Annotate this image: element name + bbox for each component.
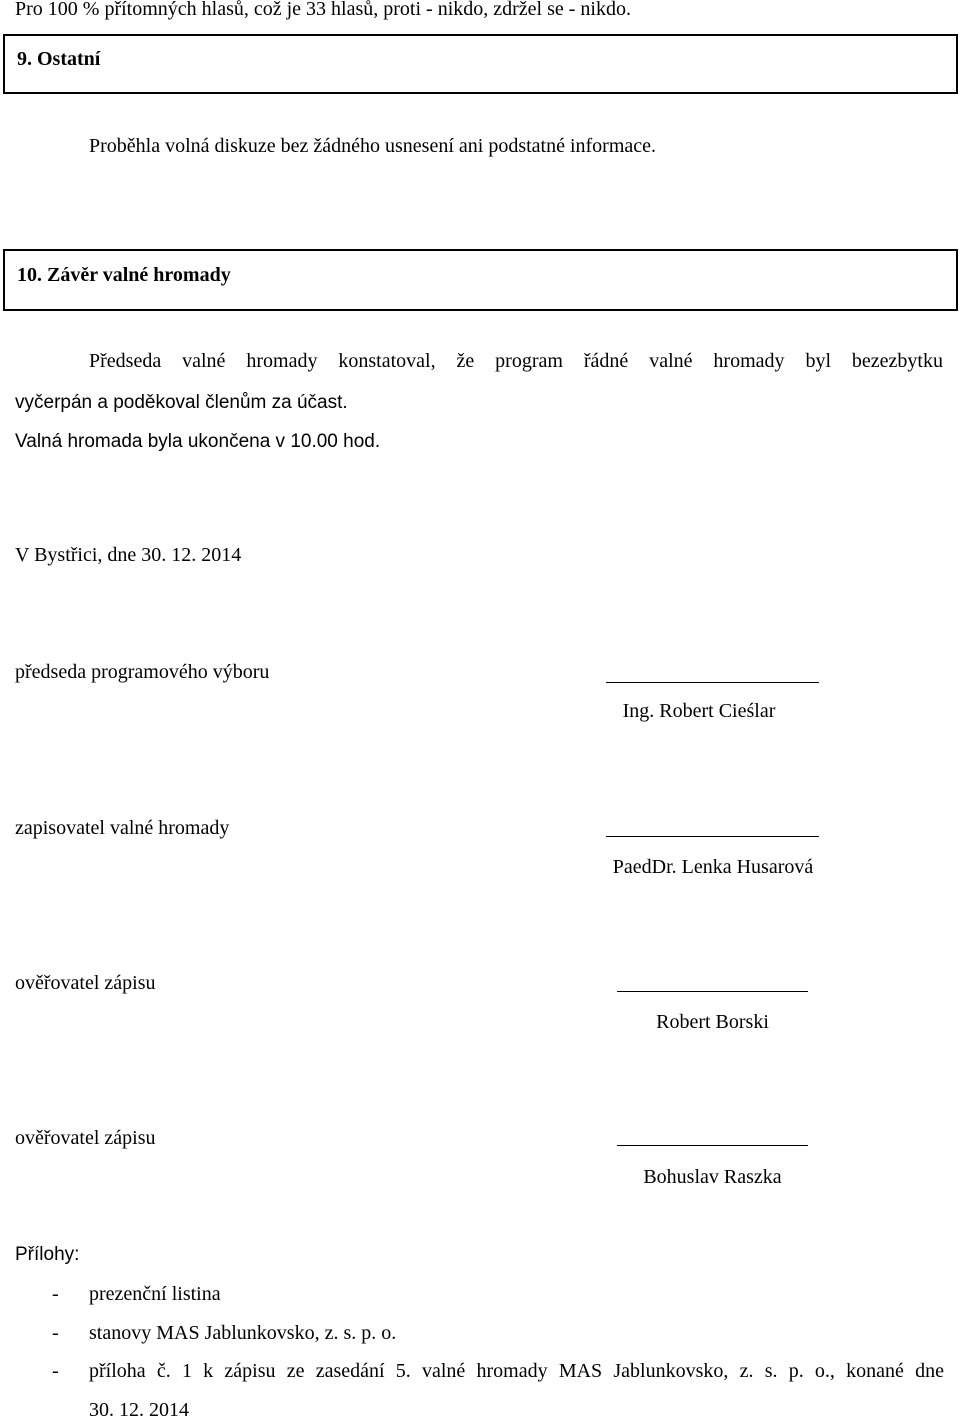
attachment-dash: -: [52, 1360, 59, 1382]
attachments-title: Přílohy:: [15, 1244, 80, 1265]
signature-role-verifier-1: ověřovatel zápisu: [15, 972, 156, 994]
section-10-paragraph-line1: Předseda valné hromady konstatoval, že program řádné valné hromady byl bezezbytku: [89, 350, 943, 372]
section-10-heading-box: [3, 249, 958, 311]
signature-name-chairman: Ing. Robert Cieślar: [622, 700, 776, 722]
result-line: Pro 100 % přítomných hlasů, což je 33 hlasů, proti - nikdo, zdržel se - nikdo.: [15, 0, 631, 20]
section-9-heading-box: [3, 34, 958, 94]
attachment-item: prezenční listina: [89, 1283, 221, 1305]
meeting-end-line: Valná hromada byla ukončena v 10.00 hod.: [15, 431, 381, 452]
section-9-title: 9. Ostatní: [17, 48, 101, 70]
signature-line-recorder: [606, 836, 819, 837]
attachment-item-continuation: 30. 12. 2014: [89, 1399, 189, 1421]
signature-line-verifier-1: [617, 991, 808, 992]
signature-role-recorder: zapisovatel valné hromady: [15, 817, 230, 839]
attachment-item: stanovy MAS Jablunkovsko, z. s. p. o.: [89, 1322, 397, 1344]
signature-role-verifier-2: ověřovatel zápisu: [15, 1127, 156, 1149]
attachment-dash: -: [52, 1322, 59, 1344]
signature-name-verifier-2: Bohuslav Raszka: [643, 1166, 782, 1188]
signature-role-chairman: předseda programového výboru: [15, 661, 270, 683]
signature-line-chairman: [606, 682, 819, 683]
signature-name-verifier-1: Robert Borski: [656, 1011, 769, 1033]
signature-name-recorder: PaedDr. Lenka Husarová: [612, 856, 814, 878]
section-10-title: 10. Závěr valné hromady: [17, 264, 231, 286]
place-date: V Bystřici, dne 30. 12. 2014: [15, 544, 242, 566]
attachment-dash: -: [52, 1283, 59, 1305]
attachment-item: příloha č. 1 k zápisu ze zasedání 5. valné hromady MAS Jablunkovsko, z. s. p. o., konané dne: [89, 1360, 944, 1382]
signature-line-verifier-2: [617, 1145, 808, 1146]
section-10-paragraph-line2: vyčerpán a poděkoval členům za účast.: [15, 392, 348, 413]
section-9-text: Proběhla volná diskuze bez žádného usnesení ani podstatné informace.: [89, 135, 657, 157]
